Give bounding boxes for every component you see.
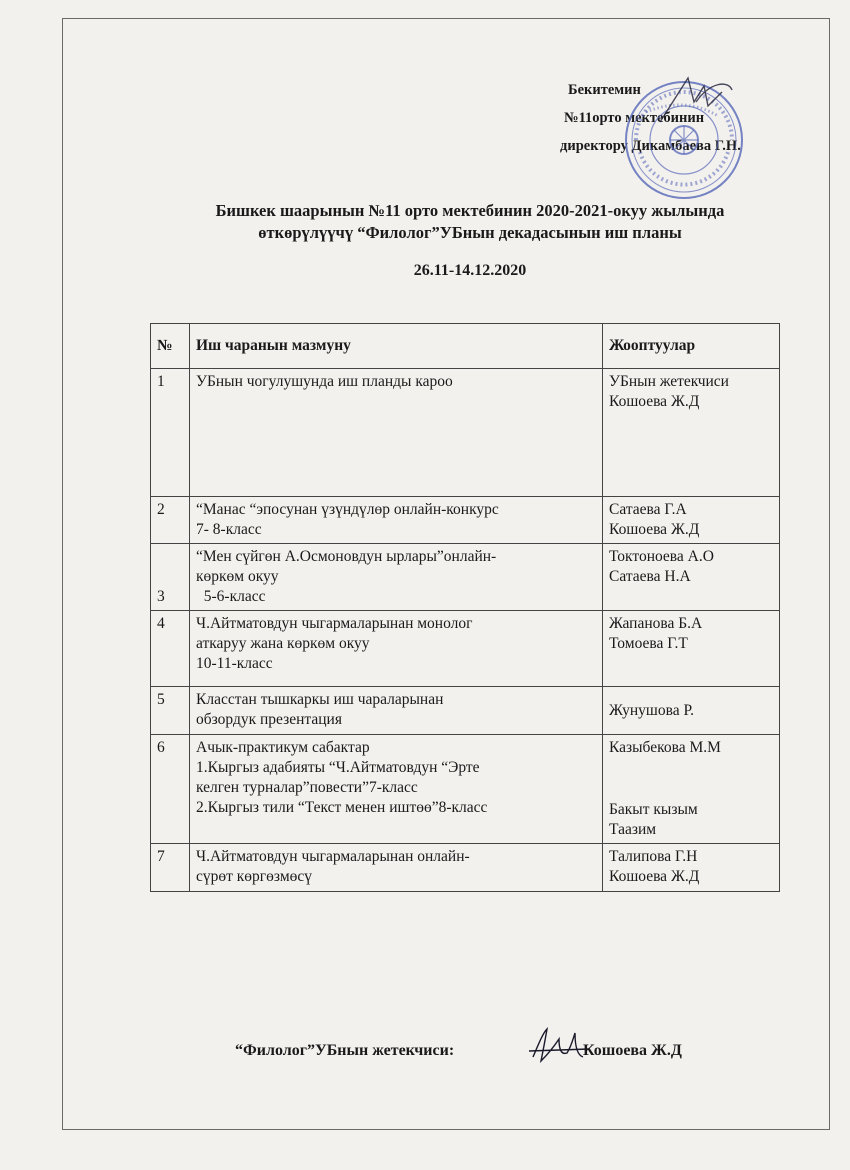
responsible-line: Казыбекова М.М: [609, 739, 721, 756]
content-line: 5-6-класс: [196, 588, 266, 605]
row-content: [190, 735, 603, 844]
content-line: 7- 8-класс: [196, 521, 262, 538]
content-line: Ачык-практикум сабактар: [196, 739, 370, 756]
responsible-line: Жунушова Р.: [609, 701, 695, 719]
responsible-line: Кошоева Ж.Д: [609, 393, 700, 410]
row-responsible: [603, 544, 780, 611]
responsible-line: Кошоева Ж.Д: [609, 868, 700, 885]
content-line: Ч.Айтматовдун чыгармаларынан монолог: [196, 615, 473, 632]
work-plan-table: [150, 323, 780, 892]
table-row: [151, 735, 780, 844]
responsible-line: Кошоева Ж.Д: [609, 521, 700, 538]
content-line: Ч.Айтматовдун чыгармаларынан онлайн-: [196, 848, 470, 865]
table-row: [151, 369, 780, 497]
content-line: көркөм окуу: [196, 568, 279, 585]
table-row: [151, 544, 780, 611]
header-number: №: [151, 324, 190, 369]
content-line: келген турналар”повести”7-класс: [196, 779, 418, 796]
row-number: 6: [151, 735, 190, 844]
table-row: [151, 611, 780, 687]
content-line: “Манас “эпосунан үзүндүлөр онлайн-конкурс: [196, 501, 499, 518]
table-row: [151, 844, 780, 892]
row-content: [190, 687, 603, 735]
row-number: 7: [151, 844, 190, 892]
table-row: [151, 687, 780, 735]
row-responsible: [603, 735, 780, 844]
row-content: [190, 497, 603, 544]
responsible-line: Жапанова Б.А: [609, 615, 703, 632]
row-content: [190, 844, 603, 892]
table-header-row: [151, 324, 780, 369]
row-content: [190, 369, 603, 497]
row-number: 3: [151, 544, 190, 611]
row-responsible: [603, 611, 780, 687]
responsible-line: Сатаева Г.А: [609, 501, 687, 518]
responsible-line: Токтоноева А.О: [609, 548, 714, 565]
row-content: [190, 544, 603, 611]
content-line: УБнын чогулушунда иш планды кароо: [196, 373, 453, 390]
row-number: 5: [151, 687, 190, 735]
responsible-line: Бакыт кызым: [609, 801, 698, 818]
content-line: сүрөт көргөзмөсү: [196, 868, 313, 885]
table-row: [151, 497, 780, 544]
header-responsible: Жооптуулар: [603, 324, 780, 369]
content-line: обзордук презентация: [196, 711, 342, 728]
row-responsible: [603, 369, 780, 497]
row-number: 1: [151, 369, 190, 497]
content-line: Класстан тышкаркы иш чараларынан: [196, 691, 444, 708]
approval-line-3: директору Дикамбаева Г.Н.: [560, 138, 741, 154]
row-responsible: [603, 687, 780, 735]
row-number: 2: [151, 497, 190, 544]
row-responsible: [603, 844, 780, 892]
content-line: 2.Кыргыз тили “Текст менен иштөө”8-класс: [196, 799, 488, 816]
approval-line-2: №11орто мектебинин: [564, 110, 705, 126]
title-line-1: Бишкек шаарынын №11 орто мектебинин 2020-2021-окуу жылында: [215, 201, 725, 220]
content-line: “Мен сүйгөн А.Осмоновдун ырлары”онлайн-: [196, 548, 497, 565]
row-content: [190, 611, 603, 687]
official-seal-stamp: [600, 72, 760, 202]
responsible-line: Таазим: [609, 821, 657, 838]
responsible-line: Талипова Г.Н: [609, 848, 698, 865]
content-line: 1.Кыргыз адабияты “Ч.Айтматовдун “Эрте: [196, 759, 480, 776]
date-range: 26.11-14.12.2020: [413, 262, 527, 279]
responsible-line: Томоева Г.Т: [609, 635, 688, 652]
content-line: 10-11-класс: [196, 655, 273, 672]
responsible-line: Сатаева Н.А: [609, 568, 691, 585]
approval-line-1: Бекитемин: [568, 82, 641, 98]
content-line: аткаруу жана көркөм окуу: [196, 635, 370, 652]
signature-label: “Филолог”УБнын жетекчиси:: [235, 1042, 455, 1059]
header-content: Иш чаранын мазмуну: [190, 324, 603, 369]
title-line-2: өткөрүлүүчү “Филолог”УБнын декадасынын иш планы: [258, 223, 682, 242]
row-number: 4: [151, 611, 190, 687]
row-responsible: [603, 497, 780, 544]
responsible-line: УБнын жетекчиси: [609, 373, 729, 390]
signatory-name: Кошоева Ж.Д: [583, 1042, 682, 1059]
document-title: [150, 200, 790, 244]
